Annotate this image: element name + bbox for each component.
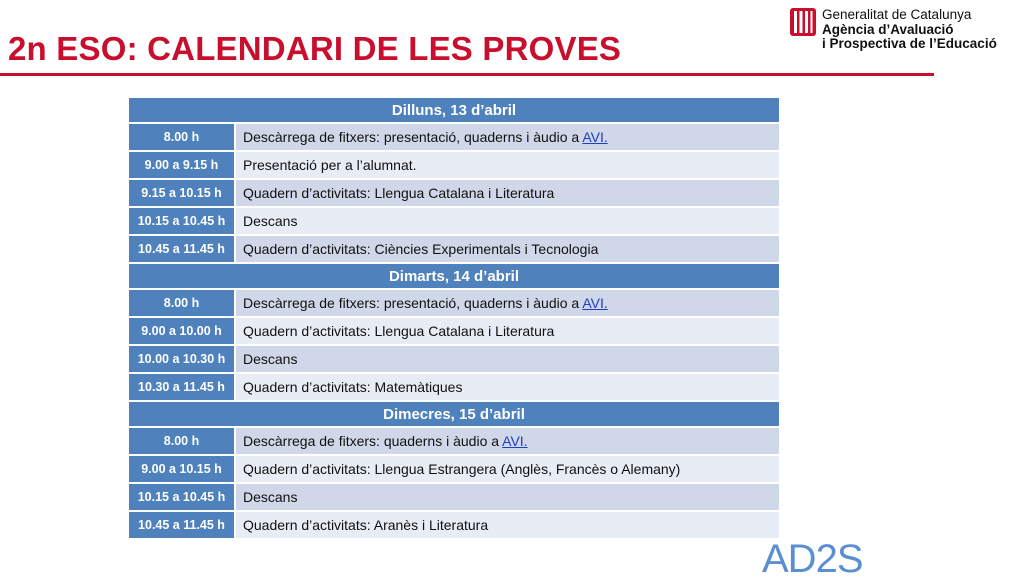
schedule-table — [129, 96, 779, 538]
table-row — [129, 373, 779, 401]
description-text: Descàrrega de fitxers: presentació, quaderns i àudio a — [243, 129, 583, 145]
table-row — [129, 151, 779, 179]
time-cell: 9.00 a 10.15 h — [129, 455, 235, 483]
logo-line-3: i Prospectiva de l’Educació — [822, 36, 997, 51]
description-cell: Descans — [235, 345, 779, 373]
day-header: Dimecres, 15 d’abril — [129, 401, 779, 427]
time-cell: 8.00 h — [129, 427, 235, 455]
logo-line-1: Generalitat de Catalunya — [822, 7, 972, 22]
description-cell: Descans — [235, 483, 779, 511]
table-row — [129, 455, 779, 483]
time-cell: 9.00 a 9.15 h — [129, 151, 235, 179]
senyera-icon — [790, 8, 816, 36]
table-row — [129, 345, 779, 373]
description-cell: Quadern d’activitats: Aranès i Literatura — [235, 511, 779, 538]
page-title: 2n ESO: CALENDARI DE LES PROVES — [8, 30, 622, 67]
table-row — [129, 427, 779, 455]
time-cell: 8.00 h — [129, 123, 235, 151]
title-underline — [0, 73, 934, 76]
description-cell: Quadern d’activitats: Ciències Experimentals i Tecnologia — [235, 235, 779, 263]
description-cell: Quadern d’activitats: Matemàtiques — [235, 373, 779, 401]
table-row — [129, 123, 779, 151]
footer-code: AD2S — [762, 537, 863, 581]
day-header: Dilluns, 13 d’abril — [129, 97, 779, 123]
description-cell: Quadern d’activitats: Llengua Catalana i Literatura — [235, 317, 779, 345]
description-cell — [235, 289, 779, 317]
time-cell: 10.00 a 10.30 h — [129, 345, 235, 373]
time-cell: 9.15 a 10.15 h — [129, 179, 235, 207]
description-cell: Descans — [235, 207, 779, 235]
time-cell: 9.00 a 10.00 h — [129, 317, 235, 345]
description-cell: Quadern d’activitats: Llengua Estrangera (Anglès, Francès o Alemany) — [235, 455, 779, 483]
description-cell: Presentació per a l’alumnat. — [235, 151, 779, 179]
table-row — [129, 179, 779, 207]
description-text: Descàrrega de fitxers: presentació, quaderns i àudio a — [243, 295, 583, 311]
day-header-row — [129, 97, 779, 123]
description-text: Descàrrega de fitxers: quaderns i àudio a — [243, 433, 503, 449]
table-row — [129, 289, 779, 317]
avi-link[interactable]: AVI. — [582, 295, 608, 311]
description-cell — [235, 427, 779, 455]
table-row — [129, 483, 779, 511]
logo-line-2: Agència d’Avaluació — [822, 21, 954, 37]
time-cell: 10.45 a 11.45 h — [129, 511, 235, 538]
description-cell: Quadern d’activitats: Llengua Catalana i Literatura — [235, 179, 779, 207]
table-row — [129, 317, 779, 345]
time-cell: 10.15 a 10.45 h — [129, 207, 235, 235]
generalitat-logo — [790, 8, 1006, 54]
avi-link[interactable]: AVI. — [502, 433, 528, 449]
day-header-row — [129, 401, 779, 427]
time-cell: 10.30 a 11.45 h — [129, 373, 235, 401]
time-cell: 10.15 a 10.45 h — [129, 483, 235, 511]
avi-link[interactable]: AVI. — [582, 129, 608, 145]
time-cell: 8.00 h — [129, 289, 235, 317]
description-cell — [235, 123, 779, 151]
day-header-row — [129, 263, 779, 289]
time-cell: 10.45 a 11.45 h — [129, 235, 235, 263]
table-row — [129, 235, 779, 263]
table-row — [129, 207, 779, 235]
day-header: Dimarts, 14 d’abril — [129, 263, 779, 289]
table-row — [129, 511, 779, 538]
